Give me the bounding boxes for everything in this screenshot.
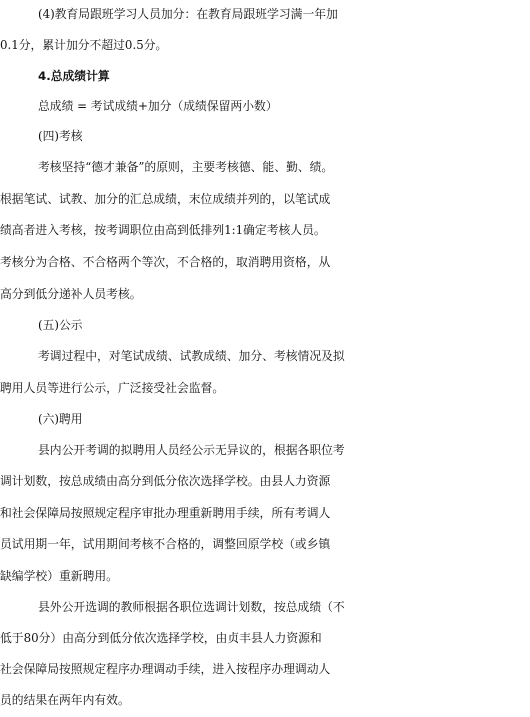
text-line: 低于80分）由高分到低分依次选择学校，由贞丰县人力资源和 [0,631,322,645]
text-line: (4)教育局跟班学习人员加分：在教育局跟班学习满一年加 [38,7,338,21]
section-heading: (四)考核 [38,129,83,143]
text-line: 县外公开选调的教师根据各职位选调计划数，按总成绩（不 [38,600,345,614]
section-heading: (六)聘用 [38,412,83,426]
text-line: 考调过程中，对笔试成绩、试教成绩、加分、考核情况及拟 [38,349,345,363]
text-line: 聘用人员等进行公示，广泛接受社会监督。 [0,381,225,395]
section-heading: 4.总成绩计算 [38,69,110,83]
text-line: 0.1分，累计加分不超过0.5分。 [0,38,168,52]
text-line: 县内公开考调的拟聘用人员经公示无异议的，根据各职位考 [38,443,345,457]
text-line: 考核坚持“德才兼备”的原则，主要考核德、能、勤、绩。 [38,160,334,174]
section-heading: (五)公示 [38,318,83,332]
text-line: 和社会保障局按照规定程序审批办理重新聘用手续，所有考调人 [0,506,331,520]
text-line: 总成绩 = 考试成绩+加分（成绩保留两小数） [38,99,278,113]
text-line: 考核分为合格、不合格两个等次，不合格的，取消聘用资格，从 [0,255,331,269]
text-line: 绩高者进入考核，按考调职位由高到低排列1:1确定考核人员。 [0,223,326,237]
text-line: 调计划数，按总成绩由高分到低分依次选择学校。由县人力资源 [0,474,331,488]
text-line: 社会保障局按照规定程序办理调动手续，进入按程序办理调动人 [0,662,331,676]
text-line: 根据笔试、试教、加分的汇总成绩，末位成绩并列的，以笔试成 [0,192,331,206]
text-line: 员的结果在两年内有效。 [0,693,130,707]
text-line: 高分到低分递补人员考核。 [0,287,142,301]
text-line: 员试用期一年，试用期间考核不合格的，调整回原学校（或乡镇 [0,537,331,551]
text-line: 缺编学校）重新聘用。 [0,569,118,583]
